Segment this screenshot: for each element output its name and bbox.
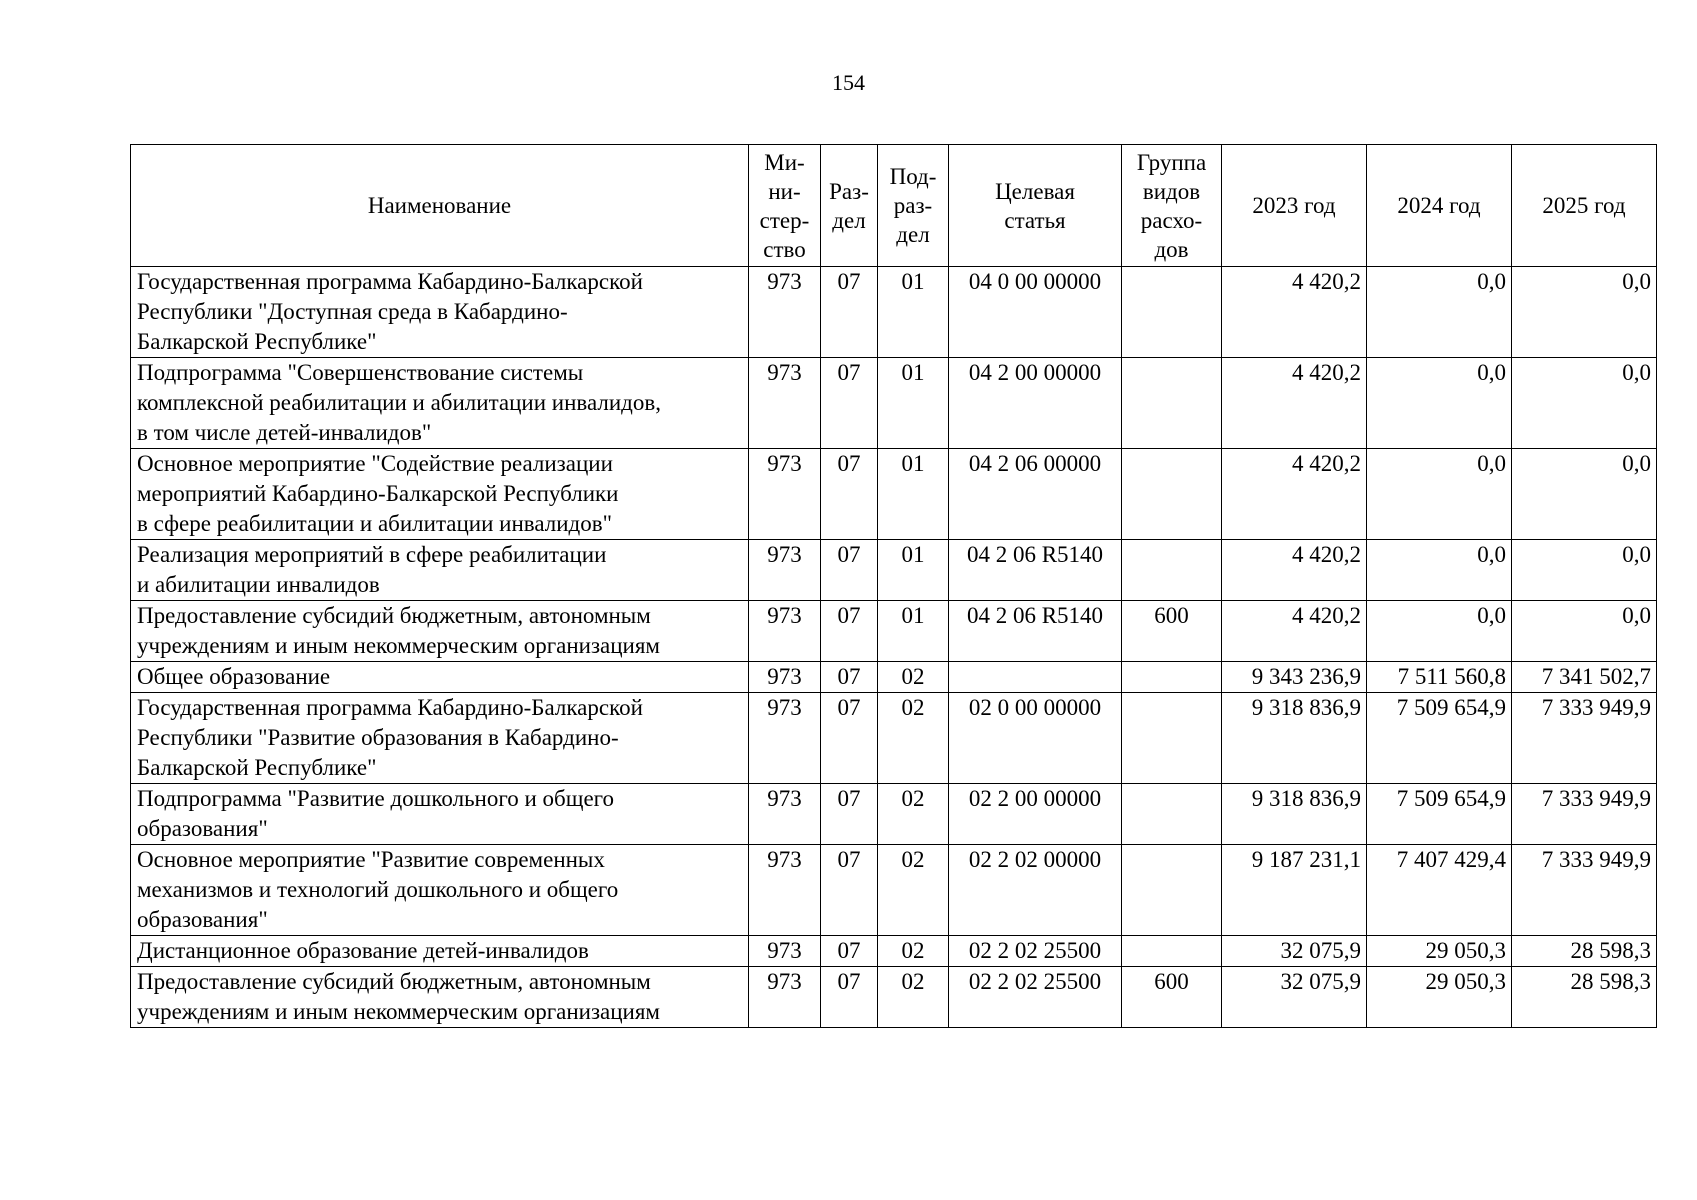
cell-y2023: 9 318 836,9 bbox=[1222, 784, 1367, 845]
cell-y2025: 0,0 bbox=[1512, 267, 1657, 358]
cell-section: 07 bbox=[821, 449, 878, 540]
cell-name bbox=[131, 662, 749, 693]
header-ministry-line: ство bbox=[763, 236, 806, 262]
cell-name-line: комплексной реабилитации и абилитации инвалидов, bbox=[137, 390, 661, 415]
header-name: Наименование bbox=[131, 145, 749, 267]
header-ministry-line: Ми- bbox=[764, 149, 805, 175]
cell-name-line: Реализация мероприятий в сфере реабилитации bbox=[137, 542, 607, 567]
cell-y2023: 32 075,9 bbox=[1222, 936, 1367, 967]
table-row bbox=[131, 784, 1657, 845]
table-row bbox=[131, 936, 1657, 967]
header-target bbox=[949, 145, 1122, 267]
cell-group bbox=[1122, 449, 1222, 540]
cell-target: 02 0 00 00000 bbox=[949, 693, 1122, 784]
table-row bbox=[131, 845, 1657, 936]
header-target-line: Целевая bbox=[995, 178, 1075, 204]
cell-subsection: 02 bbox=[878, 845, 949, 936]
cell-subsection: 02 bbox=[878, 662, 949, 693]
cell-group bbox=[1122, 693, 1222, 784]
cell-name-line: Подпрограмма "Развитие дошкольного и общего bbox=[137, 786, 615, 811]
cell-name-line: образования" bbox=[137, 816, 268, 841]
cell-name-line: механизмов и технологий дошкольного и общего bbox=[137, 877, 619, 902]
table-row bbox=[131, 267, 1657, 358]
cell-y2024: 29 050,3 bbox=[1367, 967, 1512, 1028]
header-subsection-line: раз- bbox=[893, 193, 933, 218]
cell-target: 04 2 06 R5140 bbox=[949, 540, 1122, 601]
cell-ministry: 973 bbox=[749, 540, 821, 601]
cell-name bbox=[131, 845, 749, 936]
cell-name-line: в сфере реабилитации и абилитации инвалидов" bbox=[137, 511, 612, 536]
header-2024: 2024 год bbox=[1367, 145, 1512, 267]
cell-name bbox=[131, 449, 749, 540]
cell-y2023: 9 318 836,9 bbox=[1222, 693, 1367, 784]
cell-y2024: 0,0 bbox=[1367, 267, 1512, 358]
header-subsection bbox=[878, 145, 949, 267]
budget-table bbox=[130, 144, 1657, 1028]
cell-y2024: 7 511 560,8 bbox=[1367, 662, 1512, 693]
cell-name-line: в том числе детей-инвалидов" bbox=[137, 420, 432, 445]
cell-target: 04 2 06 00000 bbox=[949, 449, 1122, 540]
cell-y2024: 29 050,3 bbox=[1367, 936, 1512, 967]
cell-subsection: 01 bbox=[878, 449, 949, 540]
cell-section: 07 bbox=[821, 845, 878, 936]
header-row bbox=[131, 145, 1657, 267]
cell-name bbox=[131, 936, 749, 967]
table-row bbox=[131, 662, 1657, 693]
cell-target: 02 2 02 25500 bbox=[949, 936, 1122, 967]
cell-section: 07 bbox=[821, 662, 878, 693]
cell-group bbox=[1122, 662, 1222, 693]
header-group bbox=[1122, 145, 1222, 267]
cell-name-line: Дистанционное образование детей-инвалидов bbox=[137, 938, 589, 963]
cell-ministry: 973 bbox=[749, 693, 821, 784]
header-ministry bbox=[749, 145, 821, 267]
cell-name-line: Основное мероприятие "Содействие реализации bbox=[137, 451, 613, 476]
cell-section: 07 bbox=[821, 693, 878, 784]
cell-ministry: 973 bbox=[749, 784, 821, 845]
cell-name-line: учреждениям и иным некоммерческим организациям bbox=[137, 633, 660, 658]
cell-subsection: 02 bbox=[878, 784, 949, 845]
cell-name bbox=[131, 540, 749, 601]
header-group-line: видов bbox=[1142, 178, 1201, 204]
cell-y2023: 4 420,2 bbox=[1222, 449, 1367, 540]
cell-subsection: 01 bbox=[878, 267, 949, 358]
header-subsection-line: Под- bbox=[889, 164, 937, 189]
cell-name-line: мероприятий Кабардино-Балкарской Республики bbox=[137, 481, 619, 506]
table-body bbox=[131, 267, 1657, 1028]
table-row bbox=[131, 449, 1657, 540]
cell-group bbox=[1122, 267, 1222, 358]
table-row bbox=[131, 693, 1657, 784]
cell-subsection: 01 bbox=[878, 358, 949, 449]
cell-y2025: 7 333 949,9 bbox=[1512, 845, 1657, 936]
cell-subsection: 02 bbox=[878, 967, 949, 1028]
cell-ministry: 973 bbox=[749, 358, 821, 449]
header-2023: 2023 год bbox=[1222, 145, 1367, 267]
cell-group: 600 bbox=[1122, 967, 1222, 1028]
header-section-line: Раз- bbox=[829, 178, 869, 204]
header-target-line: статья bbox=[1004, 207, 1066, 233]
cell-y2025: 7 333 949,9 bbox=[1512, 784, 1657, 845]
cell-group bbox=[1122, 540, 1222, 601]
cell-name-line: Государственная программа Кабардино-Балкарской bbox=[137, 269, 643, 294]
page-number: 154 bbox=[832, 70, 865, 95]
cell-name-line: и абилитации инвалидов bbox=[137, 572, 380, 597]
cell-y2023: 9 343 236,9 bbox=[1222, 662, 1367, 693]
cell-y2023: 9 187 231,1 bbox=[1222, 845, 1367, 936]
cell-subsection: 02 bbox=[878, 693, 949, 784]
cell-name-line: Общее образование bbox=[137, 664, 331, 689]
cell-section: 07 bbox=[821, 967, 878, 1028]
cell-name-line: Подпрограмма "Совершенствование системы bbox=[137, 360, 584, 385]
cell-y2025: 0,0 bbox=[1512, 601, 1657, 662]
cell-section: 07 bbox=[821, 601, 878, 662]
cell-name bbox=[131, 601, 749, 662]
cell-subsection: 01 bbox=[878, 601, 949, 662]
cell-target: 02 2 00 00000 bbox=[949, 784, 1122, 845]
cell-target: 02 2 02 25500 bbox=[949, 967, 1122, 1028]
cell-group bbox=[1122, 936, 1222, 967]
cell-group bbox=[1122, 784, 1222, 845]
header-ministry-line: ни- bbox=[768, 178, 801, 204]
cell-ministry: 973 bbox=[749, 845, 821, 936]
cell-y2025: 0,0 bbox=[1512, 358, 1657, 449]
cell-y2024: 7 407 429,4 bbox=[1367, 845, 1512, 936]
cell-ministry: 973 bbox=[749, 936, 821, 967]
cell-y2025: 0,0 bbox=[1512, 540, 1657, 601]
cell-y2023: 32 075,9 bbox=[1222, 967, 1367, 1028]
cell-y2024: 0,0 bbox=[1367, 358, 1512, 449]
table-row bbox=[131, 358, 1657, 449]
cell-target bbox=[949, 662, 1122, 693]
cell-ministry: 973 bbox=[749, 449, 821, 540]
cell-name-line: Основное мероприятие "Развитие современных bbox=[137, 847, 605, 872]
cell-name-line: Предоставление субсидий бюджетным, автономным bbox=[137, 969, 651, 994]
cell-section: 07 bbox=[821, 936, 878, 967]
cell-y2023: 4 420,2 bbox=[1222, 358, 1367, 449]
cell-target: 04 0 00 00000 bbox=[949, 267, 1122, 358]
cell-subsection: 01 bbox=[878, 540, 949, 601]
cell-target: 04 2 06 R5140 bbox=[949, 601, 1122, 662]
header-section-line: дел bbox=[832, 207, 866, 233]
cell-name-line: Балкарской Республике" bbox=[137, 755, 377, 780]
cell-y2024: 0,0 bbox=[1367, 601, 1512, 662]
cell-section: 07 bbox=[821, 267, 878, 358]
table-row bbox=[131, 967, 1657, 1028]
table-row bbox=[131, 540, 1657, 601]
cell-name-line: Государственная программа Кабардино-Балкарской bbox=[137, 695, 643, 720]
cell-y2023: 4 420,2 bbox=[1222, 601, 1367, 662]
cell-name bbox=[131, 784, 749, 845]
cell-name bbox=[131, 358, 749, 449]
cell-target: 04 2 00 00000 bbox=[949, 358, 1122, 449]
cell-section: 07 bbox=[821, 358, 878, 449]
cell-section: 07 bbox=[821, 784, 878, 845]
header-subsection-line: дел bbox=[896, 222, 930, 247]
cell-group bbox=[1122, 358, 1222, 449]
cell-name-line: Республики "Доступная среда в Кабардино- bbox=[137, 299, 568, 324]
cell-y2025: 7 341 502,7 bbox=[1512, 662, 1657, 693]
cell-y2023: 4 420,2 bbox=[1222, 540, 1367, 601]
header-group-line: расхо- bbox=[1140, 207, 1203, 233]
cell-ministry: 973 bbox=[749, 662, 821, 693]
cell-name bbox=[131, 967, 749, 1028]
header-group-line: дов bbox=[1154, 236, 1189, 262]
table-row bbox=[131, 601, 1657, 662]
cell-name-line: учреждениям и иным некоммерческим организациям bbox=[137, 999, 660, 1024]
header-2025: 2025 год bbox=[1512, 145, 1657, 267]
cell-target: 02 2 02 00000 bbox=[949, 845, 1122, 936]
cell-ministry: 973 bbox=[749, 967, 821, 1028]
cell-name bbox=[131, 693, 749, 784]
cell-y2025: 28 598,3 bbox=[1512, 936, 1657, 967]
cell-y2024: 7 509 654,9 bbox=[1367, 693, 1512, 784]
header-group-line: Группа bbox=[1136, 149, 1207, 175]
cell-section: 07 bbox=[821, 540, 878, 601]
cell-group bbox=[1122, 845, 1222, 936]
cell-y2023: 4 420,2 bbox=[1222, 267, 1367, 358]
header-ministry-line: стер- bbox=[759, 207, 810, 233]
cell-y2025: 0,0 bbox=[1512, 449, 1657, 540]
cell-name-line: Республики "Развитие образования в Кабардино- bbox=[137, 725, 619, 750]
cell-group: 600 bbox=[1122, 601, 1222, 662]
cell-ministry: 973 bbox=[749, 267, 821, 358]
cell-y2025: 7 333 949,9 bbox=[1512, 693, 1657, 784]
header-section bbox=[821, 145, 878, 267]
cell-name-line: Балкарской Республике" bbox=[137, 329, 377, 354]
cell-subsection: 02 bbox=[878, 936, 949, 967]
cell-name bbox=[131, 267, 749, 358]
cell-y2024: 7 509 654,9 bbox=[1367, 784, 1512, 845]
cell-ministry: 973 bbox=[749, 601, 821, 662]
cell-y2024: 0,0 bbox=[1367, 449, 1512, 540]
cell-y2025: 28 598,3 bbox=[1512, 967, 1657, 1028]
cell-y2024: 0,0 bbox=[1367, 540, 1512, 601]
cell-name-line: Предоставление субсидий бюджетным, автономным bbox=[137, 603, 651, 628]
cell-name-line: образования" bbox=[137, 907, 268, 932]
